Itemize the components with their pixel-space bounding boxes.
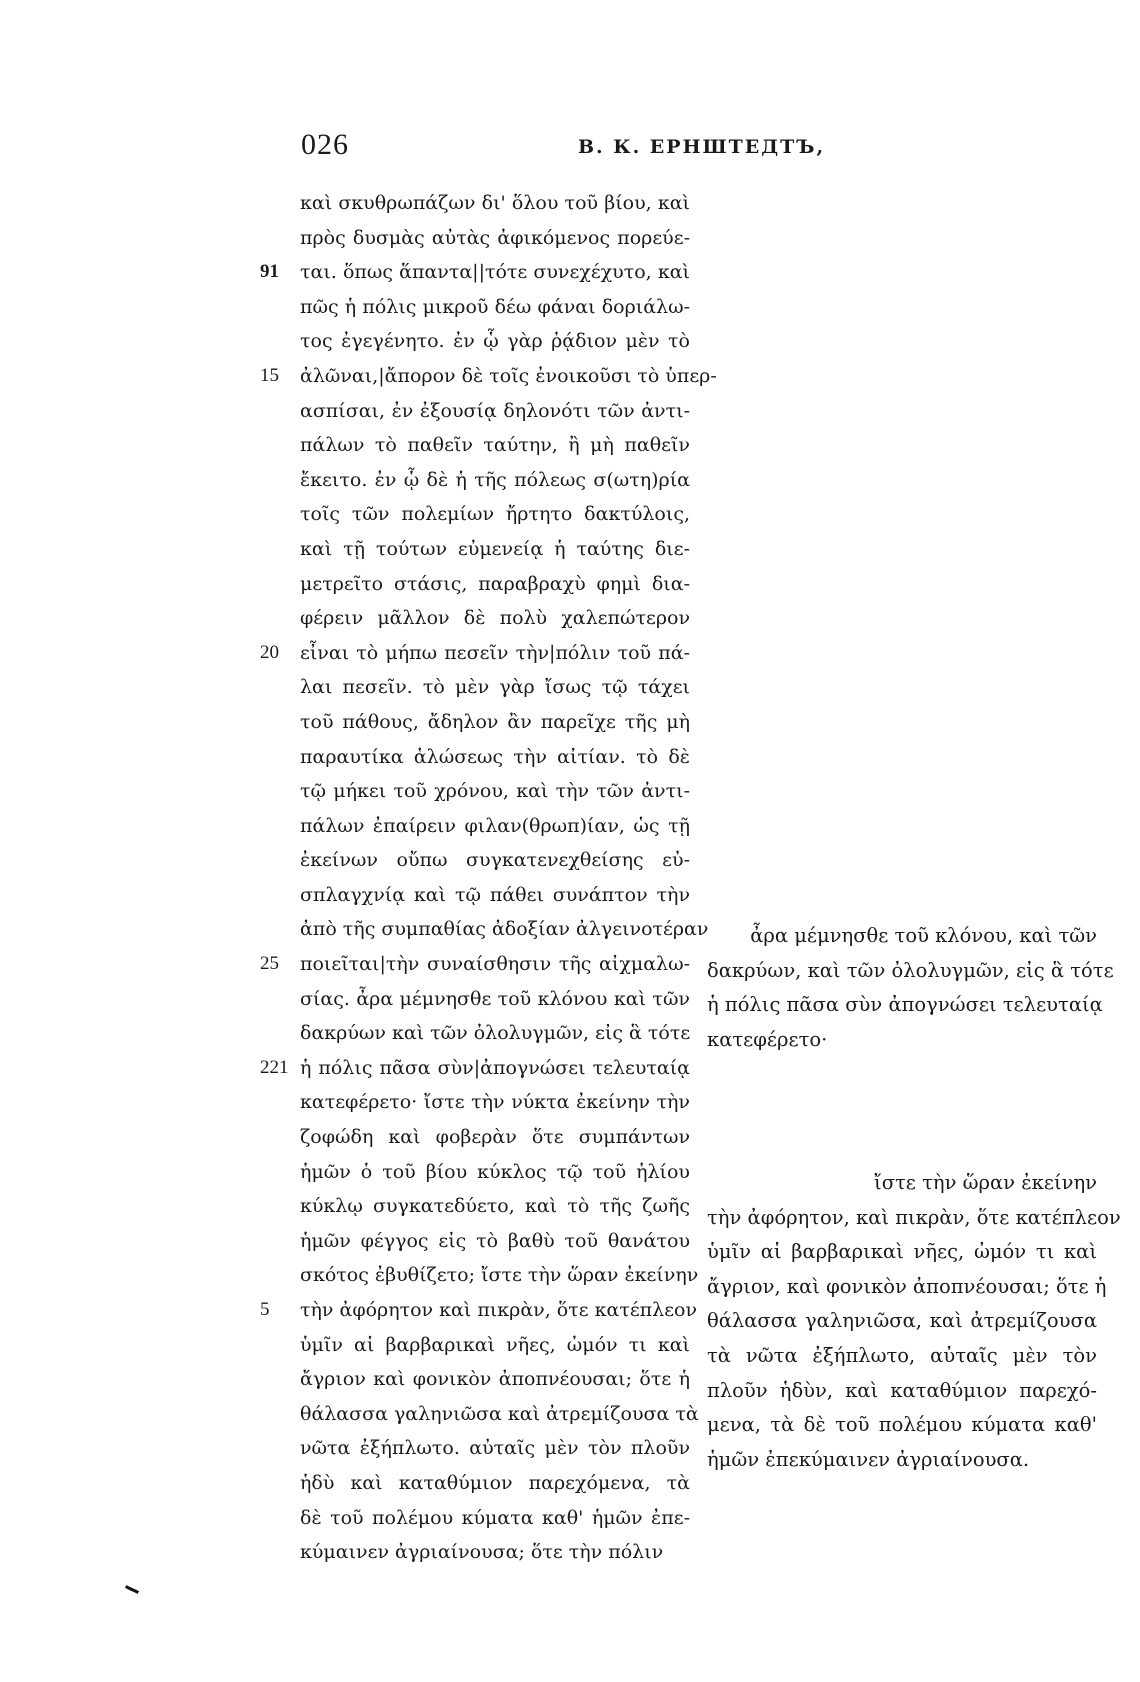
parallel-text-line: ἆρα μέμνησθε τοῦ κλόνου, καὶ τῶν — [750, 924, 1097, 947]
main-text-content: ἡ πόλις πᾶσα σὺν|ἀπογνώσει τελευταίᾳ — [300, 1056, 690, 1079]
main-text-line — [300, 290, 690, 325]
main-text-content: ασπίσαι, ἐν ἐξουσίᾳ δηλονότι τῶν ἀντι- — [300, 399, 690, 422]
main-text-content: ἔκειτο. ἐν ᾧ δὲ ἡ τῆς πόλεως σ(ωτη)ρία — [300, 468, 690, 491]
parallel-text-line: τὴν ἀφόρητον, καὶ πικρὰν, ὅτε κατέπλεον — [707, 1205, 1121, 1229]
main-text-line — [300, 1189, 690, 1224]
main-text-line — [300, 1397, 699, 1432]
main-text-line — [300, 1085, 690, 1120]
main-text-content: τοῖς τῶν πολεμίων ἤρτητο δακτύλοις, — [300, 503, 690, 526]
parallel-text-line: ἡ πόλις πᾶσα σὺν ἀπογνώσει τελευταίᾳ — [707, 993, 1103, 1017]
main-text-line — [300, 1431, 690, 1466]
main-text-column — [260, 186, 717, 1570]
main-text-line — [300, 1155, 690, 1190]
main-text-content: παραυτίκα ἁλώσεως τὴν αἰτίαν. τὸ δὲ — [300, 745, 690, 768]
main-text-content: εἶναι τὸ μήπω πεσεῖν τὴν|πόλιν τοῦ πά- — [300, 641, 690, 664]
main-text-line — [300, 774, 690, 809]
main-text-line — [300, 982, 690, 1017]
main-text-line — [300, 497, 690, 532]
main-text-line — [300, 670, 690, 705]
parallel-text-line: τὰ νῶτα ἐξήπλωτο, αὐταῖς μὲν τὸν — [707, 1343, 1097, 1367]
parallel-text-line: κατεφέρετο· — [707, 1027, 828, 1051]
main-text-line — [300, 1016, 690, 1051]
main-text-content: δὲ τοῦ πολέμου κύματα καθ' ἡμῶν ἐπε- — [300, 1506, 690, 1529]
main-text-line — [300, 1501, 690, 1536]
main-text-content: τῷ μήκει τοῦ χρόνου, καὶ τὴν τῶν ἀντι- — [300, 780, 690, 803]
main-text-line — [300, 1224, 690, 1259]
main-text-content: πρὸς δυσμὰς αὐτὰς ἀφικόμενος πορεύε- — [300, 226, 690, 249]
main-text-content: ἄγριον καὶ φονικὸν ἀποπνέουσαι; ὅτε ἡ — [300, 1368, 690, 1391]
line-number: 221 — [260, 1056, 289, 1078]
main-text-content: ται. ὅπως ἅπαντα||τότε συνεχέχυτο, καὶ — [300, 261, 690, 284]
page-number: 026 — [301, 128, 349, 161]
main-text-line — [300, 1120, 690, 1155]
main-text-line — [300, 809, 690, 844]
main-text-content: ἡμῶν ὁ τοῦ βίου κύκλος τῷ τοῦ ἡλίου — [300, 1160, 690, 1183]
main-text-line — [300, 740, 690, 775]
main-text-content: σκότος ἐβυθίζετο; ἴστε τὴν ὥραν ἐκείνην — [300, 1264, 699, 1287]
main-text-content: ἀπὸ τῆς συμπαθίας ἀδοξίαν ἀλγεινοτέραν — [300, 918, 709, 941]
main-text-line — [260, 636, 690, 671]
main-text-line — [260, 1293, 698, 1328]
main-text-line — [300, 878, 690, 913]
main-text-content: πάλων ἐπαίρειν φιλαν(θρωπ)ίαν, ὡς τῇ — [300, 814, 690, 837]
main-text-content: τοῦ πάθους, ἄδηλον ἂν παρεῖχε τῆς μὴ — [300, 710, 690, 733]
main-text-content: πῶς ἡ πόλις μικροῦ δέω φάναι δοριάλω- — [300, 295, 690, 318]
main-text-line — [300, 705, 690, 740]
main-text-content: θάλασσα γαληνιῶσα καὶ ἀτρεμίζουσα τὰ — [300, 1402, 699, 1425]
main-text-line — [260, 947, 690, 982]
main-text-content: ὑμῖν αἱ βαρβαρικαὶ νῆες, ὠμόν τι καὶ — [300, 1333, 690, 1356]
parallel-text-line: μενα, τὰ δὲ τοῦ πολέμου κύματα καθ' — [707, 1413, 1097, 1437]
main-text-line — [260, 255, 690, 290]
line-number: 15 — [260, 364, 279, 386]
main-text-content: ζοφώδη καὶ φοβερὰν ὅτε συμπάντων — [300, 1126, 690, 1149]
stray-ink-mark — [125, 1585, 139, 1594]
main-text-line — [300, 394, 690, 429]
main-text-line — [300, 428, 690, 463]
main-text-content: ἡμῶν φέγγος εἰς τὸ βαθὺ τοῦ θανάτου — [300, 1229, 690, 1252]
main-text-line — [300, 463, 690, 498]
main-text-content: πάλων τὸ παθεῖν ταύτην, ἢ μὴ παθεῖν — [300, 434, 690, 457]
main-text-content: καὶ σκυθρωπάζων δι' ὅλου τοῦ βίου, καὶ — [300, 192, 690, 214]
main-text-content: ποιεῖται|τὴν συναίσθησιν τῆς αἰχμαλω- — [300, 953, 690, 976]
main-text-content: κύμαινεν ἀγριαίνουσα; ὅτε τὴν πόλιν — [300, 1541, 664, 1564]
main-text-line — [300, 1258, 699, 1293]
main-text-content: τος ἐγεγένητο. ἐν ᾧ γὰρ ῥᾴδιον μὲν τὸ — [300, 330, 690, 353]
main-text-line — [300, 221, 690, 256]
parallel-text-line: ἡμῶν ἐπεκύμαινεν ἀγριαίνουσα. — [707, 1447, 1030, 1471]
main-text-line — [300, 601, 690, 636]
parallel-text-line: δακρύων, καὶ τῶν ὀλολυγμῶν, εἰς ἃ τότε — [707, 958, 1114, 982]
main-text-content: μετρεῖτο στάσις, παραβραχὺ φημὶ δια- — [300, 572, 690, 595]
main-text-content: φέρειν μᾶλλον δὲ πολὺ χαλεπώτερον — [300, 607, 690, 630]
main-text-content: δακρύων καὶ τῶν ὀλολυγμῶν, εἰς ἃ τότε — [300, 1022, 691, 1045]
main-text-content: κύκλῳ συγκατεδύετο, καὶ τὸ τῆς ζωῆς — [300, 1195, 690, 1218]
main-text-line — [300, 532, 690, 567]
main-text-line — [300, 186, 690, 221]
main-text-content: κατεφέρετο· ἴστε τὴν νύκτα ἐκείνην τὴν — [300, 1091, 690, 1114]
parallel-text-line: θάλασσα γαληνιῶσα, καὶ ἀτρεμίζουσα — [707, 1309, 1097, 1333]
main-text-line — [260, 359, 717, 394]
main-text-line — [300, 567, 690, 602]
main-text-content: ἡδὺ καὶ καταθύμιον παρεχόμενα, τὰ — [300, 1471, 690, 1494]
parallel-text-line: ἴστε τὴν ὥραν ἐκείνην — [874, 1171, 1097, 1194]
main-text-line — [260, 1051, 690, 1086]
main-text-content: τὴν ἀφόρητον καὶ πικρὰν, ὅτε κατέπλεον — [300, 1299, 698, 1321]
line-number: 5 — [260, 1299, 270, 1320]
parallel-text-line: πλοῦν ἡδὺν, καὶ καταθύμιον παρεχό- — [707, 1378, 1097, 1402]
main-text-line — [300, 843, 690, 878]
main-text-content: ἀλῶναι,|ἄπορον δὲ τοῖς ἐνοικοῦσι τὸ ὑπερ- — [300, 364, 717, 387]
line-number: 91 — [260, 261, 279, 283]
main-text-content: σπλαγχνίᾳ καὶ τῷ πάθει συνάπτον τὴν — [300, 883, 690, 906]
main-text-line — [300, 1466, 690, 1501]
main-text-line — [300, 1535, 690, 1570]
parallel-text-line: ἄγριον, καὶ φονικὸν ἀποπνέουσαι; ὅτε ἡ — [707, 1274, 1107, 1298]
line-number: 25 — [260, 953, 279, 975]
main-text-line — [300, 324, 690, 359]
main-text-line — [300, 912, 709, 947]
line-number: 20 — [260, 641, 279, 663]
main-text-content: νῶτα ἐξήπλωτο. αὐταῖς μὲν τὸν πλοῦν — [300, 1437, 690, 1460]
main-text-line — [300, 1362, 690, 1397]
main-text-content: λαι πεσεῖν. τὸ μὲν γὰρ ἴσως τῷ τάχει — [300, 676, 690, 699]
parallel-text-block-a — [707, 919, 1114, 1057]
parallel-text-block-b — [707, 1166, 1121, 1477]
main-text-content: ἐκείνων οὔπω συγκατενεχθείσης εὐ- — [300, 849, 690, 872]
parallel-text-line: ὑμῖν αἱ βαρβαρικαὶ νῆες, ὠμόν τι καὶ — [707, 1240, 1097, 1264]
main-text-content: καὶ τῇ τούτων εὐμενείᾳ ἡ ταύτης διε- — [300, 537, 690, 560]
main-text-content: σίας. ἆρα μέμνησθε τοῦ κλόνου καὶ τῶν — [300, 987, 690, 1010]
running-head: В. К. ЕРНШТЕДТЪ, — [578, 136, 826, 158]
main-text-line — [300, 1328, 690, 1363]
